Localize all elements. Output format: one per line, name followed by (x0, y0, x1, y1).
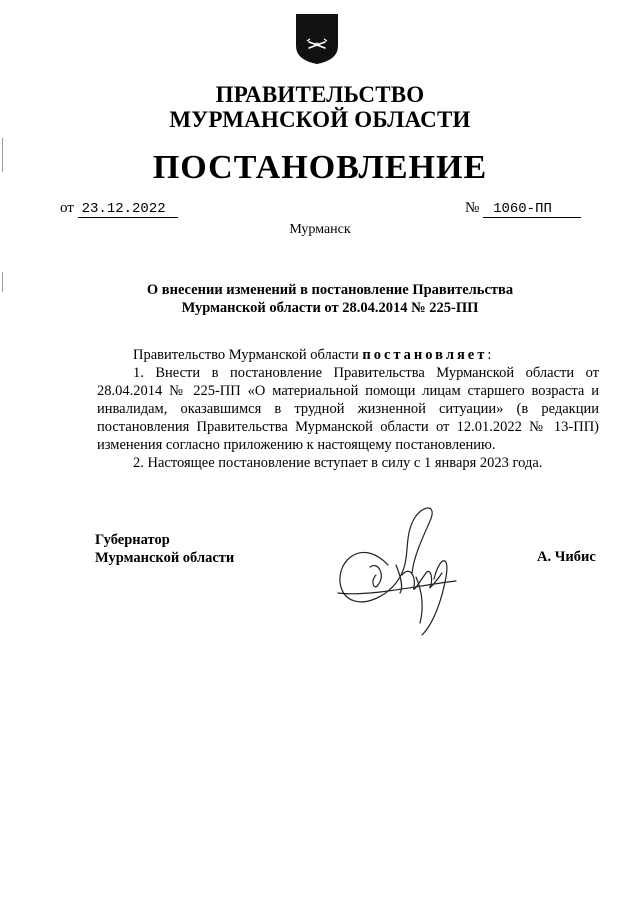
intro-suffix: : (487, 347, 492, 363)
decree-item-2: 2. Настоящее постановление вступает в силу с 1 января 2023 года. (133, 455, 543, 471)
document-date (60, 200, 178, 218)
coat-of-arms-emblem (294, 12, 340, 66)
city-name: Мурманск (289, 222, 351, 237)
position-line1: Губернатор (95, 532, 170, 548)
date-value: 23.12.2022 (78, 201, 178, 218)
signatory-position (95, 531, 234, 567)
scan-margin-mark (2, 272, 3, 292)
document-number (465, 200, 581, 218)
org-name-line2: МУРМАНСКОЙ ОБЛАСТИ (169, 107, 471, 132)
date-prefix: от (60, 200, 74, 216)
document-subject (120, 281, 540, 317)
intro-paragraph (97, 346, 599, 364)
position-line2: Мурманской области (95, 550, 235, 566)
intro-decree-word: постановляет (362, 347, 488, 363)
handwritten-signature (330, 495, 470, 640)
document-type-title: ПОСТАНОВЛЕНИЕ (152, 149, 488, 186)
intro-prefix: Правительство Мурманской области (133, 347, 363, 363)
subject-line2: Мурманской области от 28.04.2014 № 225-ПП (181, 300, 479, 316)
number-prefix: № (465, 200, 480, 216)
number-value: 1060-ПП (483, 201, 581, 218)
org-name-line1: ПРАВИТЕЛЬСТВО (215, 82, 425, 107)
subject-line1: О внесении изменений в постановление Правительства (146, 282, 514, 298)
decree-item-1: 1. Внести в постановление Правительства Мурманской области от 28.04.2014 № 225-ПП «О материальной помощи лицам старшего возраста и инвалидам, оказавшимся в трудной жизненной ситуации» (в редакции постановления Правительства Мурманской области от 12.01.2022 № 13-ПП) изменения согласно приложению к настоящему постановлению. (97, 365, 599, 453)
signatory-name: А. Чибис (537, 549, 596, 565)
document-body (97, 346, 599, 472)
